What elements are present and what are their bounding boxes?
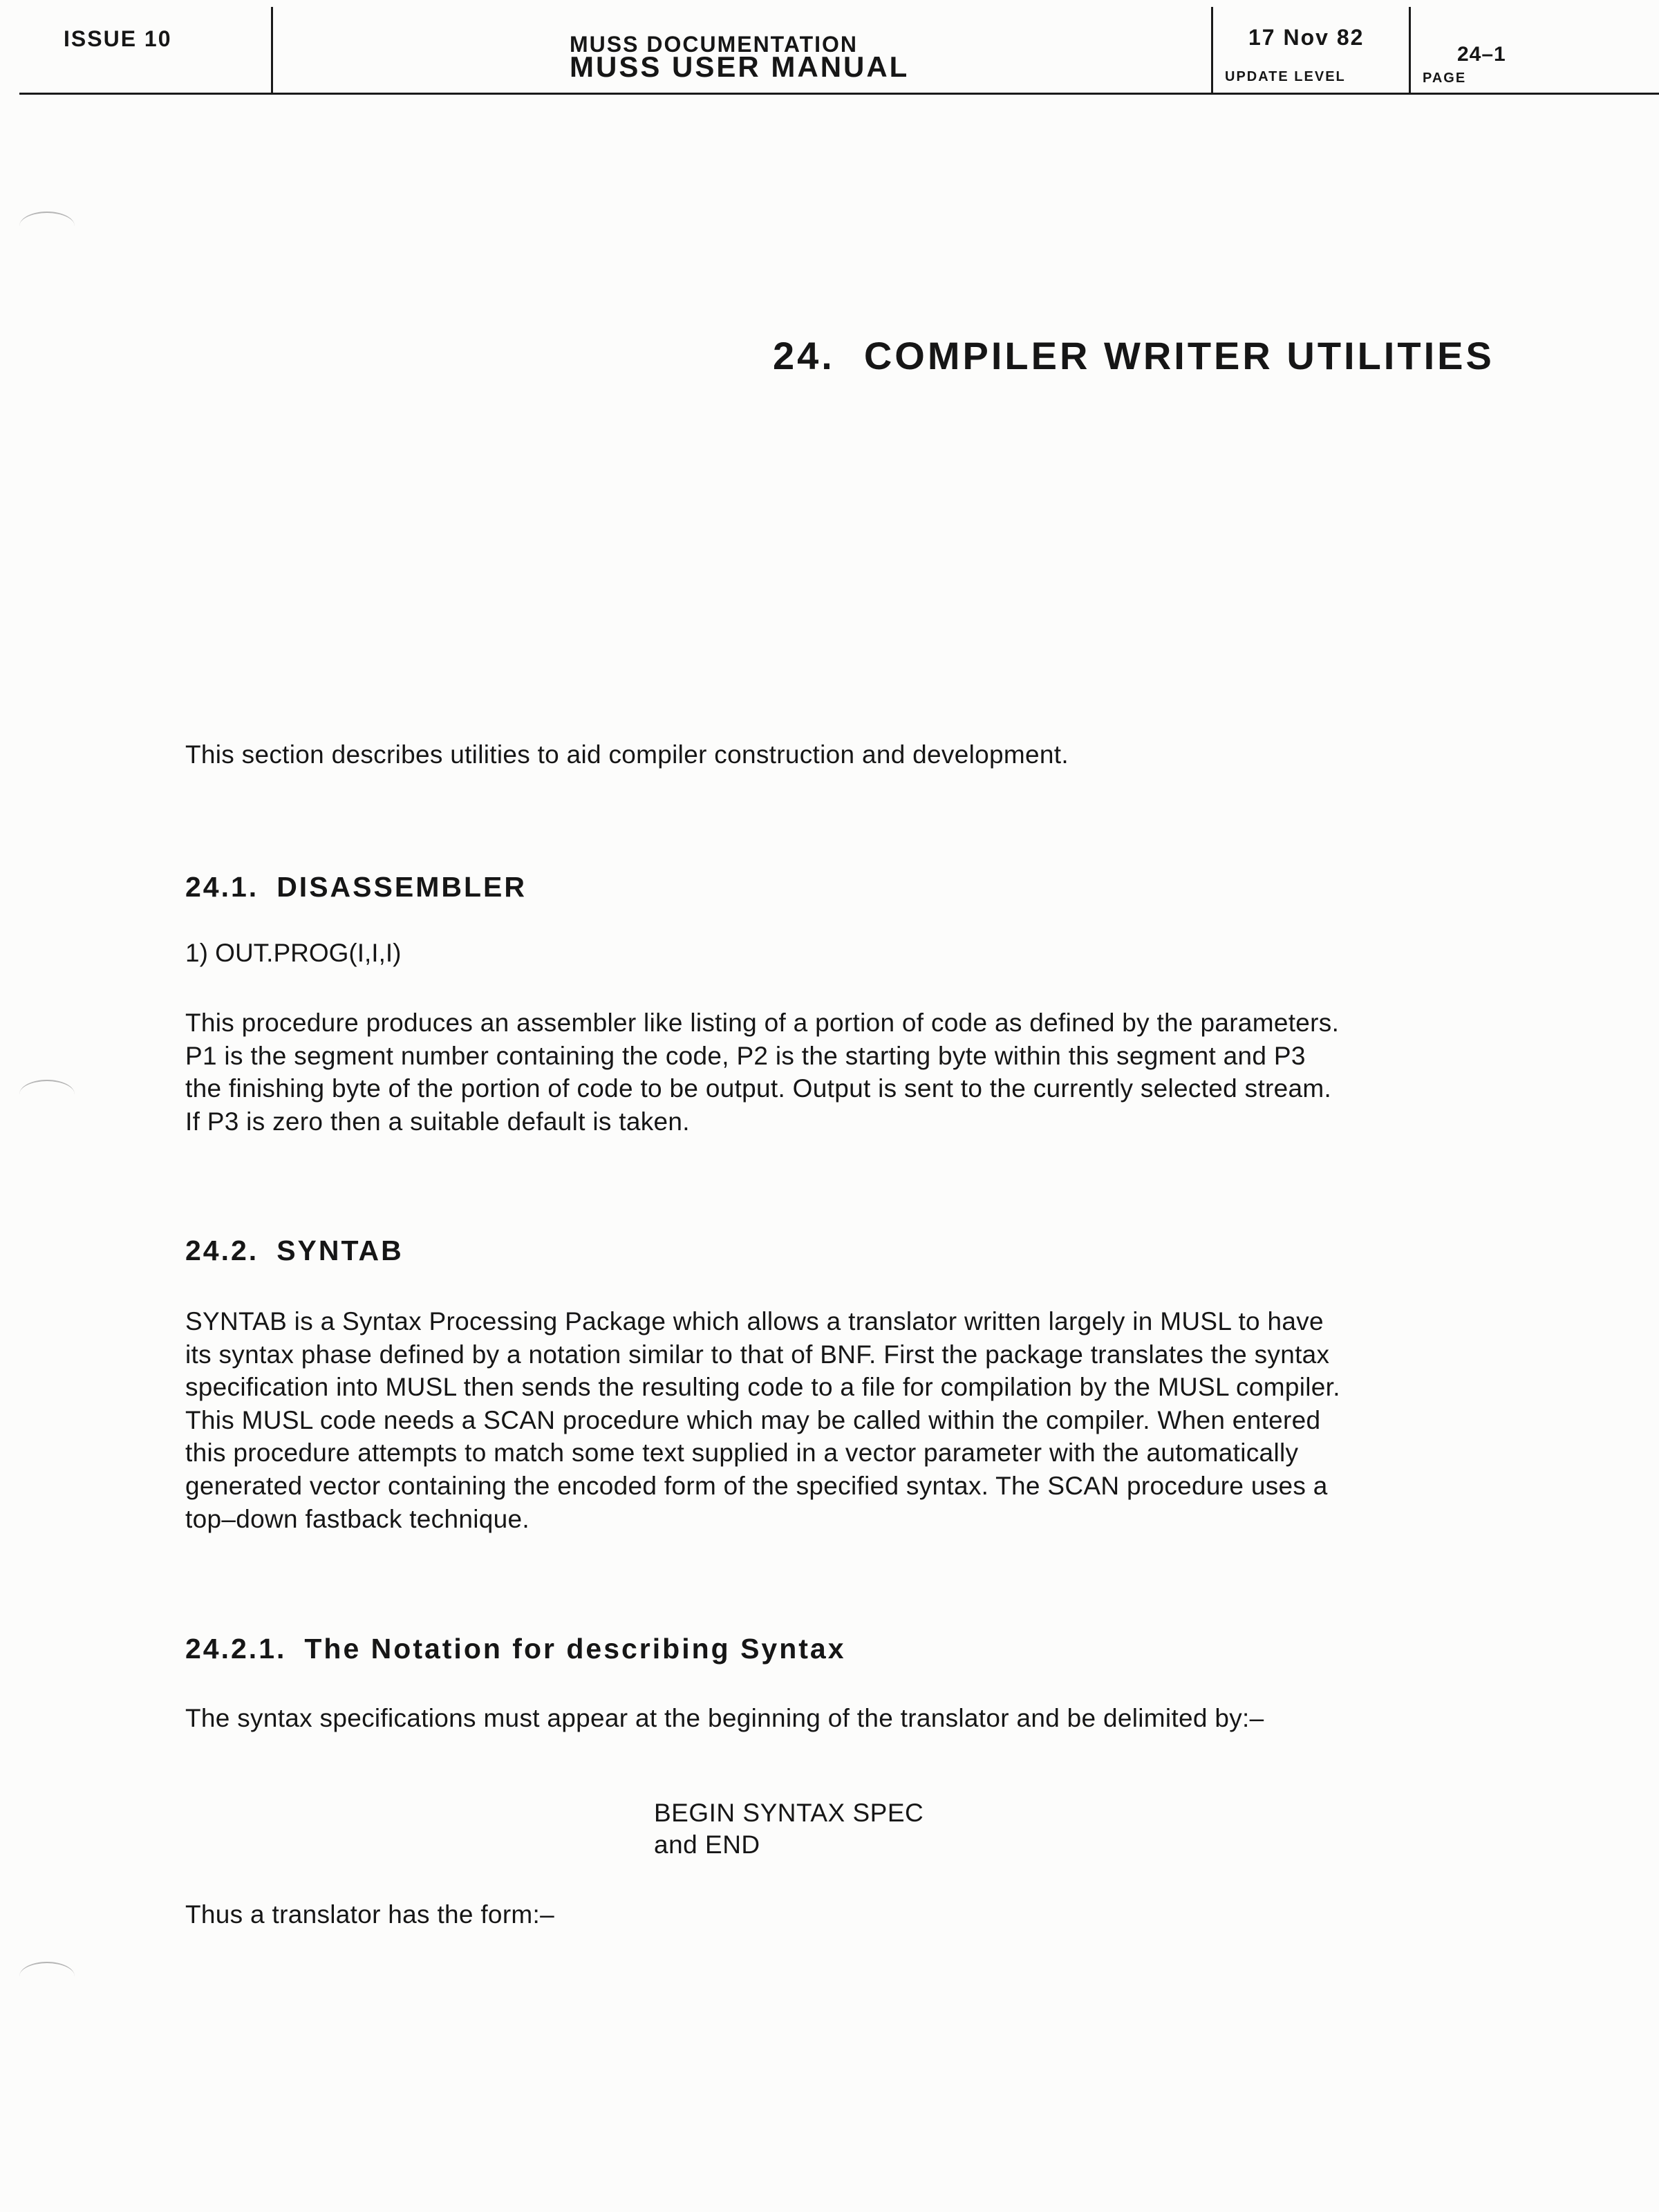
paragraph-line: SYNTAB is a Syntax Processing Package which allows a translator written largely in MUSL to have [185,1307,1324,1335]
section-heading-syntab [185,1235,404,1267]
section-title: SYNTAB [276,1235,404,1266]
section-number: 24.2.1. [185,1633,287,1665]
chapter-title [773,333,1494,378]
section-heading-disassembler [185,871,527,903]
header-divider [1211,7,1213,93]
hole-punch-mark [19,1080,75,1109]
page-label: PAGE [1423,71,1467,86]
section-number: 24.1. [185,871,259,903]
manual-title: MUSS USER MANUAL [570,50,910,83]
section-title: DISASSEMBLER [276,871,527,903]
header-divider [1409,7,1411,93]
page-number: 24–1 [1457,43,1506,66]
paragraph-line: specification into MUSL then sends the resulting code to a file for compilation by the MUSL compiler. [185,1373,1340,1402]
intro-line: This section describes utilities to aid compiler construction and development. [185,740,1069,769]
paragraph-line: the finishing byte of the portion of code to be output. Output is sent to the currently selected stream. [185,1074,1332,1103]
issue-label: ISSUE 10 [64,26,172,51]
section-title: The Notation for describing Syntax [304,1633,846,1665]
hole-punch-mark [19,212,75,241]
documentation-title: MUSS DOCUMENTATION [570,32,859,57]
procedure-signature: 1) OUT.PROG(I,I,I) [185,939,402,967]
disassembler-paragraph [185,1006,1499,1138]
syntax-delimiters [654,1797,924,1861]
chapter-title-text: COMPILER WRITER UTILITIES [863,334,1494,377]
translator-form-paragraph [185,1898,1499,1931]
notation-intro-paragraph [185,1702,1499,1735]
header-rule [19,93,1659,95]
hole-punch-mark [19,1962,75,1991]
paragraph-line: Thus a translator has the form:– [185,1900,555,1929]
header-divider [271,7,273,93]
paragraph-line: This MUSL code needs a SCAN procedure which may be called within the compiler. When entered [185,1405,1321,1434]
update-level-label: UPDATE LEVEL [1225,69,1346,84]
paragraph-line: The syntax specifications must appear at the beginning of the translator and be delimited by:– [185,1704,1264,1732]
paragraph-line: If P3 is zero then a suitable default is taken. [185,1107,690,1136]
paragraph-line: top–down fastback technique. [185,1504,529,1533]
delimiter-start: BEGIN SYNTAX SPEC [654,1799,924,1827]
paragraph-line: This procedure produces an assembler like listing of a portion of code as defined by the parameters. [185,1009,1340,1037]
chapter-number: 24. [773,334,835,377]
paragraph-line: its syntax phase defined by a notation similar to that of BNF. First the package translates the syntax [185,1340,1330,1369]
intro-paragraph [185,738,1499,771]
paragraph-line: this procedure attempts to match some text supplied in a vector parameter with the automatically [185,1438,1299,1468]
paragraph-line: P1 is the segment number containing the code, P2 is the starting byte within this segment and P3 [185,1041,1306,1070]
section-number: 24.2. [185,1235,259,1266]
delimiter-end: and END [654,1830,760,1859]
syntab-paragraph [185,1305,1499,1535]
update-date: 17 Nov 82 [1248,25,1365,50]
section-heading-notation [185,1633,846,1665]
paragraph-line: generated vector containing the encoded form of the specified syntax. The SCAN procedure uses a [185,1471,1328,1500]
